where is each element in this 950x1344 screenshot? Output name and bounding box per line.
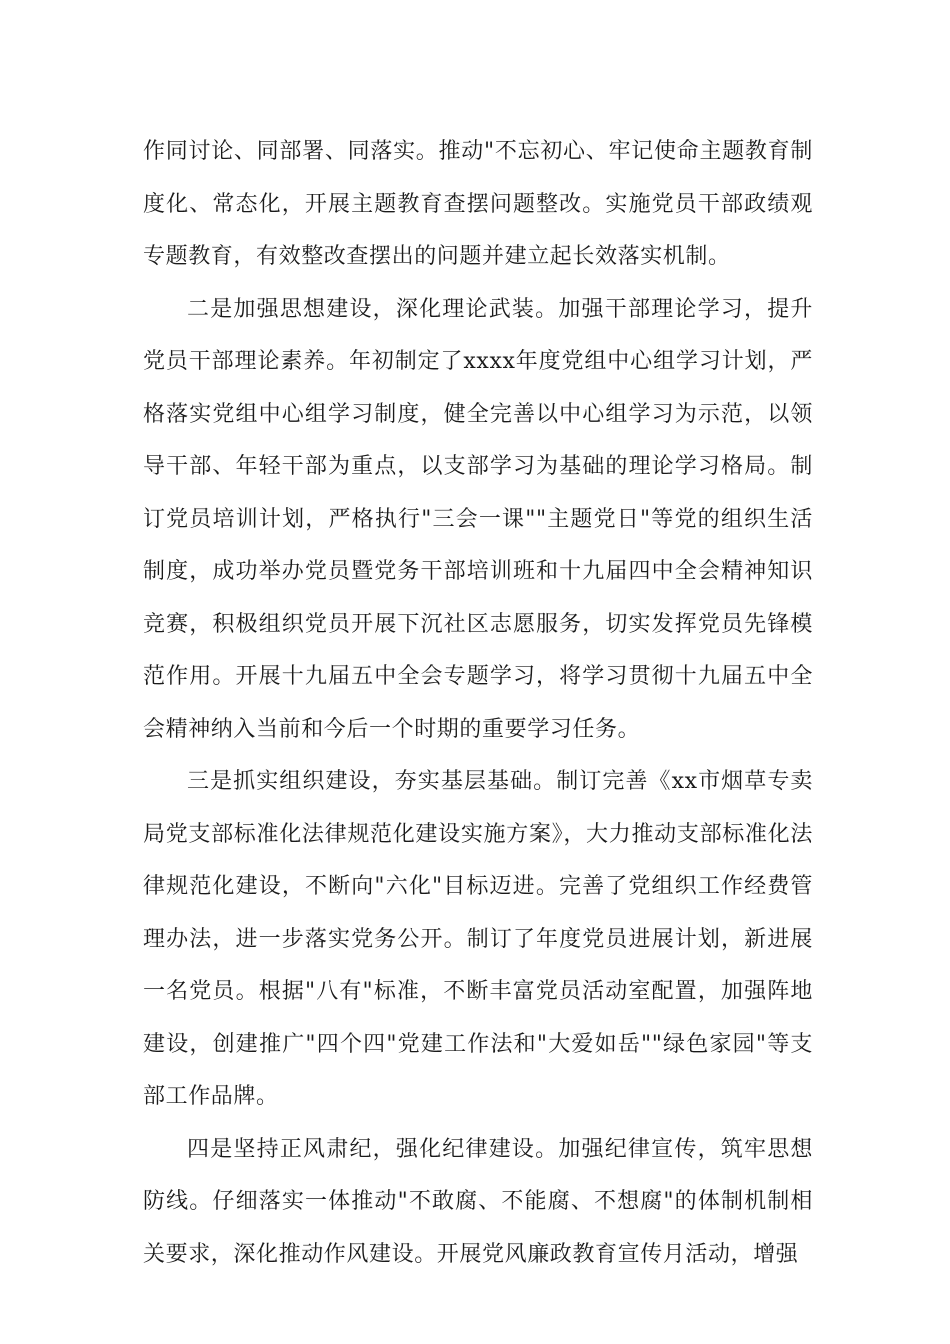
paragraph-ideological-building: 二是加强思想建设，深化理论武装。加强干部理论学习，提升党员干部理论素养。年初制定了xxxx年度党组中心组学习计划，严格落实党组中心组学习制度，健全完善以中心组学习为示范，以领导干部、年轻干部为重点，以支部学习为基础的理论学习格局。制订党员培训计划，严格执行"三会一课""主题党日"等党的组织生活制度，成功举办党员暨党务干部培训班和十九届四中全会精神知识竞赛，积极组织党员开展下沉社区志愿服务，切实发挥党员先锋模范作用。开展十九届五中全会专题学习，将学习贯彻十九届五中全会精神纳入当前和今后一个时期的重要学习任务。 — [143, 296, 813, 742]
paragraph-continuation: 作同讨论、同部署、同落实。推动"不忘初心、牢记使命主题教育制度化、常态化，开展主题教育查摆问题整改。实施党员干部政绩观专题教育，有效整改查摆出的问题并建立起长效落实机制。 — [143, 139, 813, 269]
paragraph-discipline-building: 四是坚持正风肃纪，强化纪律建设。加强纪律宣传，筑牢思想防线。仔细落实一体推动"不敢腐、不能腐、不想腐"的体制机制相关要求，深化推动作风建设。开展党风廉政教育宣传月活动，增强 — [143, 1136, 813, 1267]
paragraph-organizational-building: 三是抓实组织建设，夯实基层基础。制订完善《xx市烟草专卖局党支部标准化法律规范化建设实施方案》，大力推动支部标准化法律规范化建设，不断向"六化"目标迈进。完善了党组织工作经费管理办法，进一步落实党务公开。制订了年度党员进展计划，新进展一名党员。根据"八有"标准，不断丰富党员活动室配置，加强阵地建设，创建推广"四个四"党建工作法和"大爱如岳""绿色家园"等支部工作品牌。 — [143, 769, 813, 1109]
document-body — [143, 126, 813, 1281]
